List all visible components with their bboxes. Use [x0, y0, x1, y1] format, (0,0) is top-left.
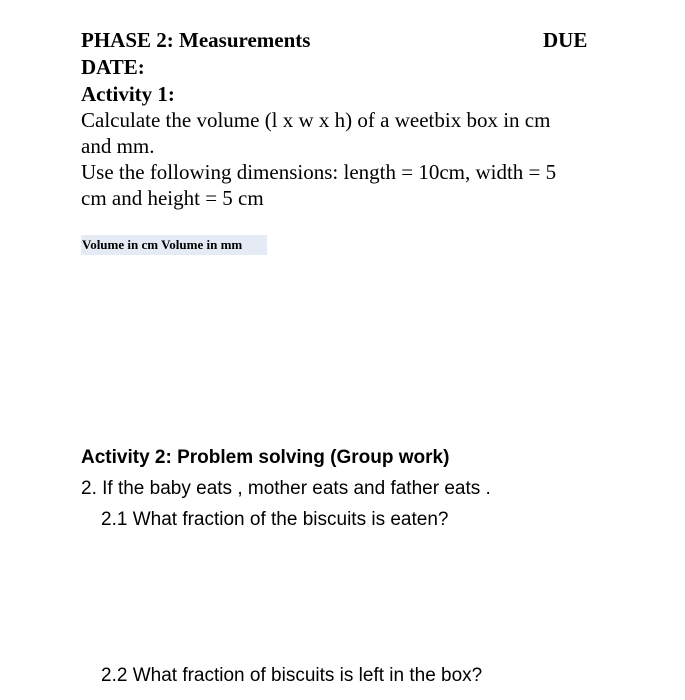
question-2-1: 2.1 What fraction of the biscuits is eaten? [101, 509, 449, 530]
activity1-instruction-line: Calculate the volume (l x w x h) of a weetbix box in cm [81, 108, 551, 132]
activity1-instruction-line: Use the following dimensions: length = 10cm, width = 5 [81, 160, 557, 184]
phase-title: PHASE 2: Measurements [81, 28, 311, 52]
due-label: DUE [543, 28, 588, 52]
volume-mm-column-header: Volume in mm [161, 237, 243, 252]
date-label: DATE: [81, 55, 145, 79]
activity1-title: Activity 1: [81, 82, 175, 106]
activity2-title: Activity 2: Problem solving (Group work) [81, 447, 450, 468]
volume-table-header [81, 235, 267, 255]
activity1-instruction-line: cm and height = 5 cm [81, 186, 264, 210]
question-2-2: 2.2 What fraction of biscuits is left in the box? [101, 665, 483, 686]
volume-cm-column-header: Volume in cm [82, 237, 159, 252]
question-2: 2. If the baby eats , mother eats and father eats . [81, 478, 491, 499]
activity1-instruction-line: and mm. [81, 134, 155, 158]
